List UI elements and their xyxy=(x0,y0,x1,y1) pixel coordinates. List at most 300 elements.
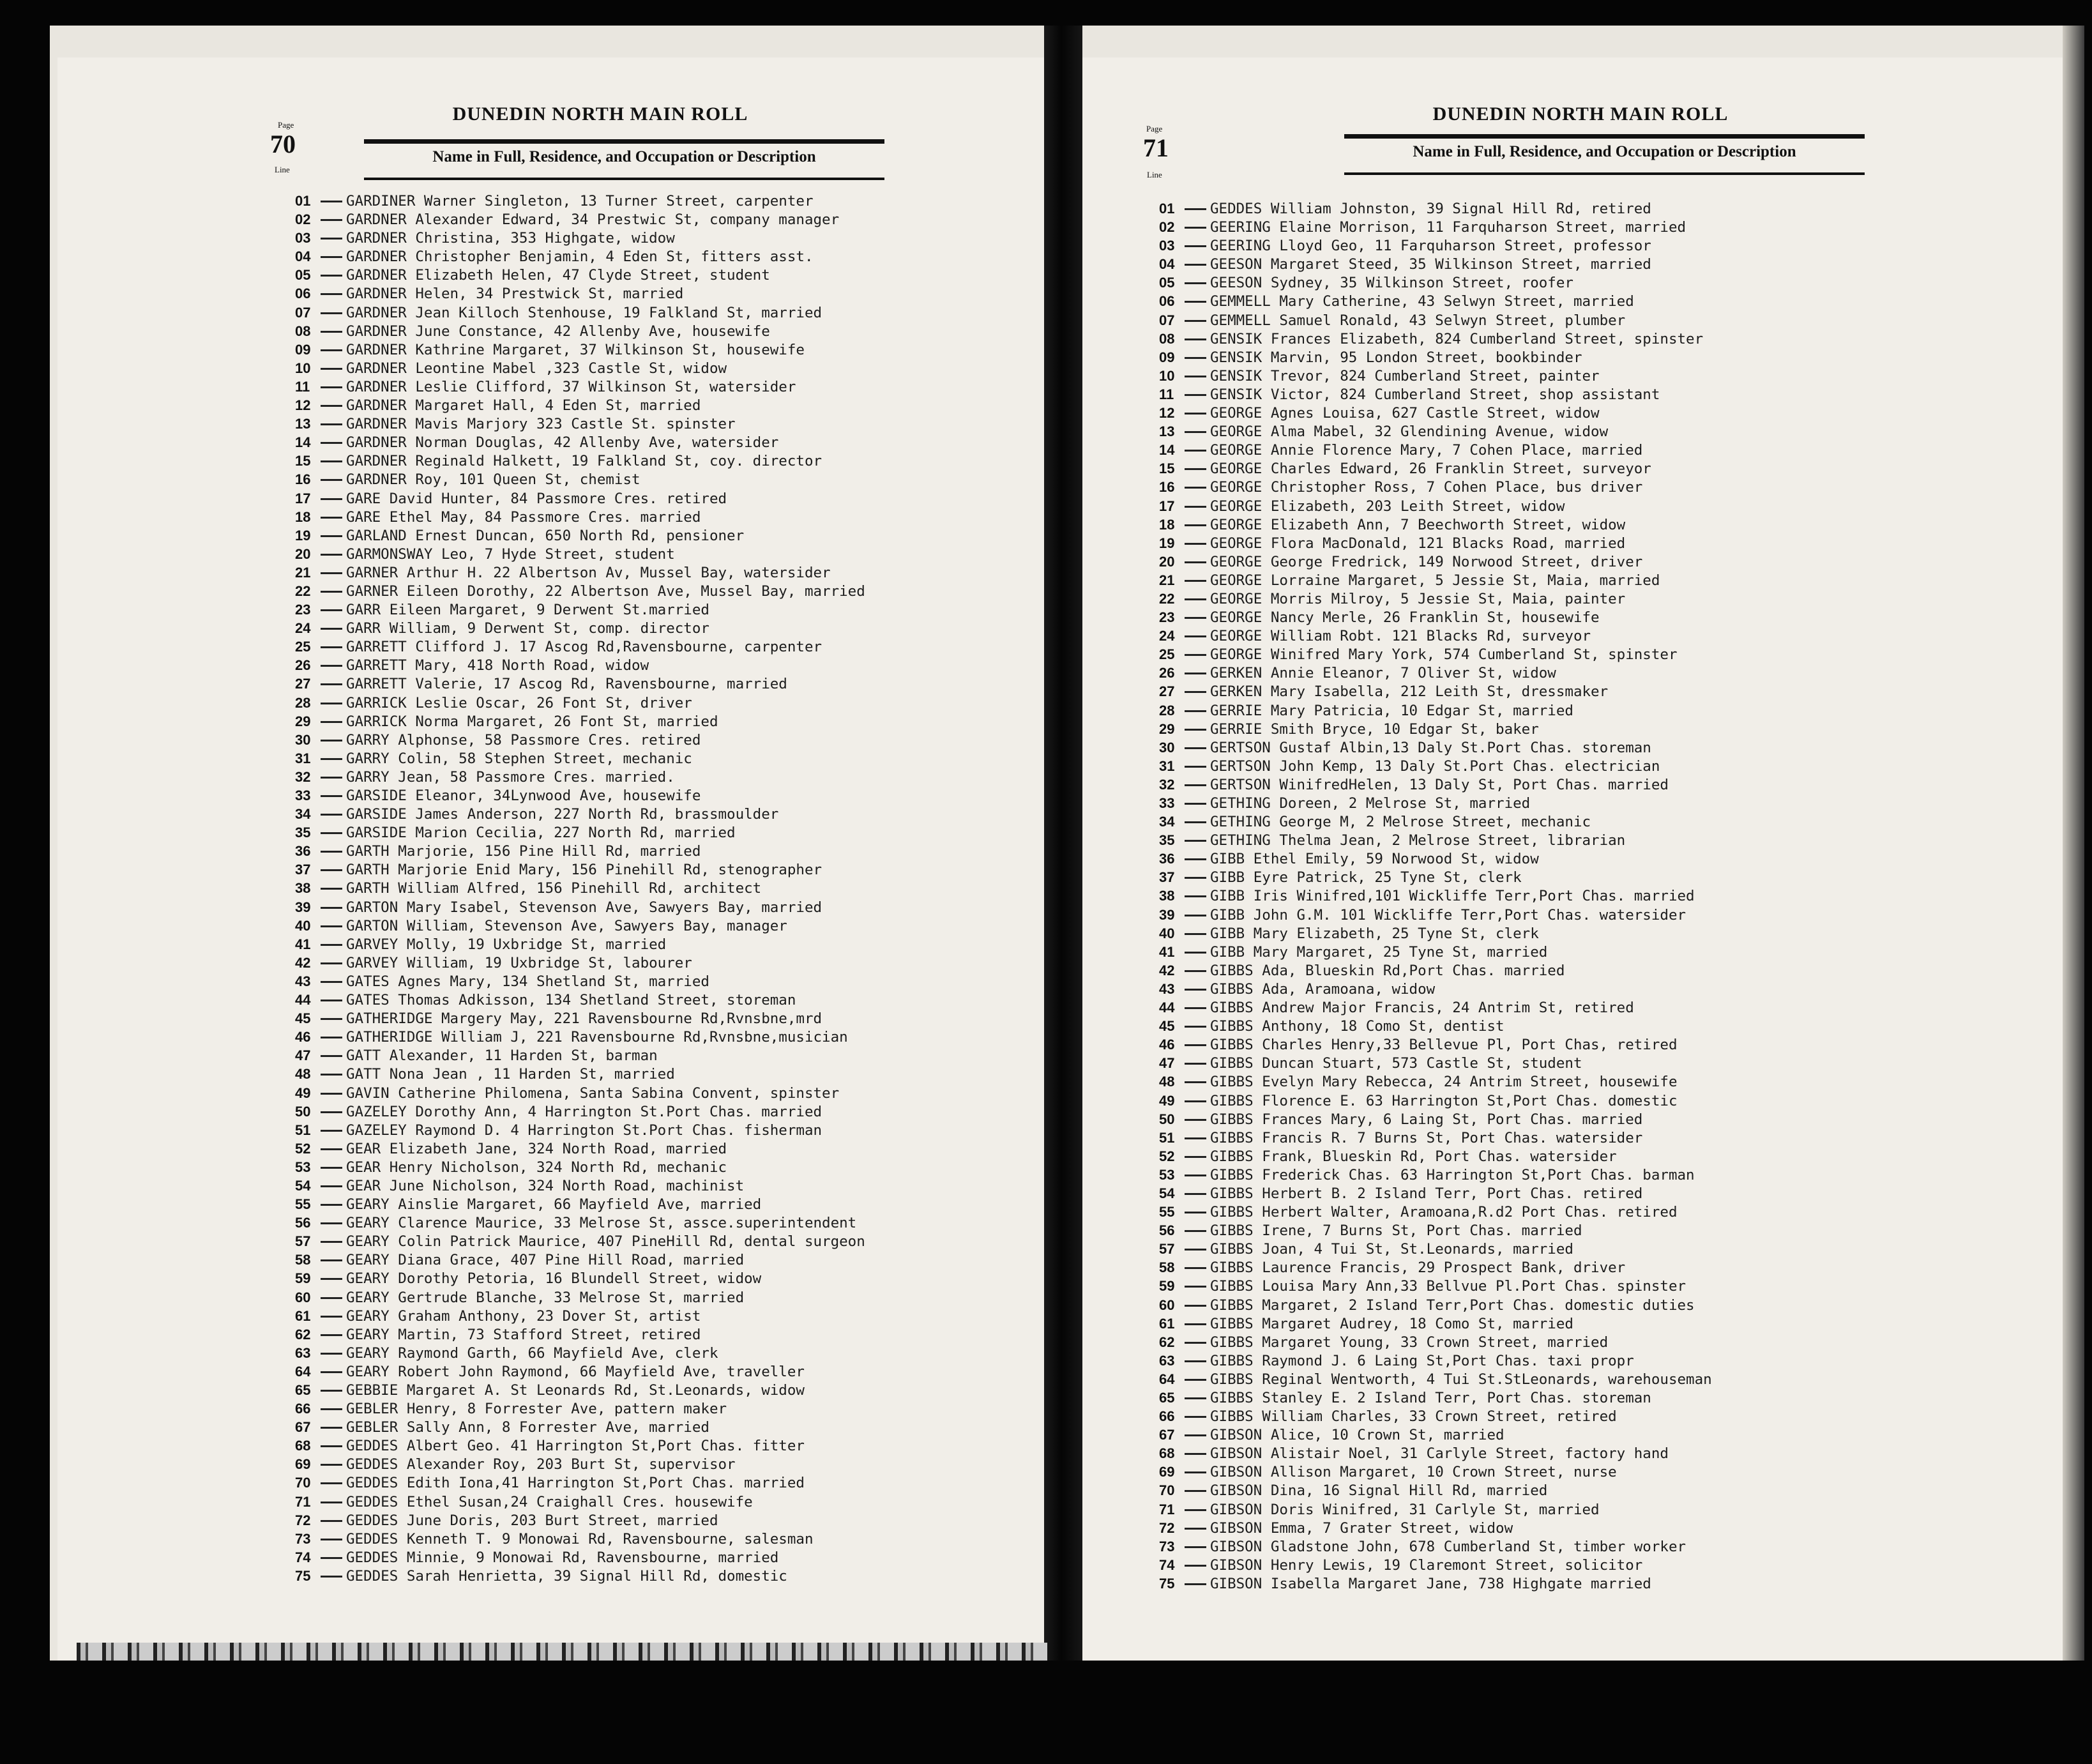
line-number: 28 xyxy=(295,694,311,711)
entry-text: GIBBS Herbert Walter, Aramoana,R.d2 Port Chas. retired xyxy=(1210,1204,1678,1221)
entry-text: GEDDES Minnie, 9 Monowai Rd, Ravensbourne, married xyxy=(346,1549,779,1566)
line-number: 18 xyxy=(295,508,311,525)
roll-entry xyxy=(295,545,865,563)
line-dash xyxy=(321,1557,342,1559)
roll-entry xyxy=(1159,1407,1712,1426)
roll-entry xyxy=(295,823,865,842)
line-number: 39 xyxy=(1159,906,1175,923)
roll-entry xyxy=(1159,1426,1712,1444)
line-number: 52 xyxy=(1159,1148,1175,1164)
entry-text: GENSIK Frances Elizabeth, 824 Cumberland Street, spinster xyxy=(1210,330,1704,347)
entry-text: GARSIDE James Anderson, 227 North Rd, brassmoulder xyxy=(346,806,779,823)
entry-text: GIBBS Francis R. 7 Burns St, Port Chas. watersider xyxy=(1210,1129,1643,1146)
entry-text: GARRICK Leslie Oscar, 26 Font St, driver xyxy=(346,694,692,711)
line-dash xyxy=(1185,617,1206,619)
roll-entry xyxy=(295,637,865,656)
entry-text: GEBLER Sally Ann, 8 Forrester Ave, married xyxy=(346,1419,709,1436)
entry-text: GEORGE Agnes Louisa, 627 Castle Street, widow xyxy=(1210,405,1600,422)
line-dash xyxy=(1185,1342,1206,1344)
entry-text: GATES Agnes Mary, 134 Shetland St, married xyxy=(346,973,709,990)
entry-text: GIBBS Margaret, 2 Island Terr,Port Chas. domestic duties xyxy=(1210,1296,1695,1314)
line-number: 70 xyxy=(1159,1482,1175,1499)
line-label: Line xyxy=(275,165,290,174)
line-number: 63 xyxy=(1159,1352,1175,1369)
roll-entry xyxy=(1159,497,1712,515)
entry-text: GEESON Sydney, 35 Wilkinson Street, roofer xyxy=(1210,275,1573,292)
entry-text: GARR Eileen Margaret, 9 Derwent St.married xyxy=(346,602,709,619)
line-number: 54 xyxy=(1159,1185,1175,1201)
entry-text: GEERING Elaine Morrison, 11 Farquharson Street, married xyxy=(1210,219,1686,236)
line-number: 15 xyxy=(295,453,311,469)
entry-text: GEARY Graham Anthony, 23 Dover St, artist xyxy=(346,1307,701,1325)
entry-text: GARRETT Valerie, 17 Ascog Rd, Ravensbourne, married xyxy=(346,676,787,693)
entry-text: GEARY Dorothy Petoria, 16 Blundell Street, widow xyxy=(346,1270,762,1288)
roll-entry xyxy=(295,1493,865,1511)
line-dash xyxy=(1185,1137,1206,1139)
entry-text: GEESON Margaret Steed, 35 Wilkinson Street, married xyxy=(1210,256,1651,273)
line-dash xyxy=(321,1520,342,1522)
line-dash xyxy=(321,869,342,871)
entry-text: GEDDES Ethel Susan,24 Craighall Cres. housewife xyxy=(346,1493,753,1510)
entry-text: GIBSON Gladstone John, 678 Cumberland St, timber worker xyxy=(1210,1538,1686,1555)
line-dash xyxy=(321,683,342,685)
line-number: 27 xyxy=(1159,683,1175,700)
line-dash xyxy=(1185,227,1206,229)
roll-entry xyxy=(1159,1574,1712,1593)
line-number: 56 xyxy=(295,1215,311,1231)
entry-text: GARTON Mary Isabel, Stevenson Ave, Sawyers Bay, married xyxy=(346,899,822,916)
entry-text: GIBBS Anthony, 18 Como St, dentist xyxy=(1210,1018,1505,1035)
entry-text: GIBBS Louisa Mary Ann,33 Bellvue Pl.Port Chas. spinster xyxy=(1210,1278,1686,1295)
line-number: 22 xyxy=(1159,590,1175,607)
line-dash xyxy=(321,312,342,314)
line-number: 58 xyxy=(1159,1259,1175,1276)
line-dash xyxy=(321,423,342,425)
line-number: 36 xyxy=(1159,851,1175,867)
entry-text: GAVIN Catherine Philomena, Santa Sabina Convent, spinster xyxy=(346,1084,840,1102)
roll-entry xyxy=(1159,775,1712,794)
roll-entry xyxy=(1159,980,1712,998)
line-number: 29 xyxy=(295,713,311,729)
entry-text: GARR William, 9 Derwent St, comp. director xyxy=(346,620,709,637)
line-dash xyxy=(321,275,342,277)
entry-text: GERKEN Annie Eleanor, 7 Oliver St, widow xyxy=(1210,665,1556,682)
entry-text: GIBBS Ada, Blueskin Rd,Port Chas. married xyxy=(1210,962,1565,979)
roll-entry xyxy=(1159,330,1712,348)
roll-entry xyxy=(295,656,865,674)
line-dash xyxy=(1185,710,1206,712)
line-number: 62 xyxy=(295,1326,311,1342)
roll-entry xyxy=(295,433,865,452)
line-dash xyxy=(1185,1007,1206,1009)
line-dash xyxy=(1185,394,1206,396)
line-dash xyxy=(1185,450,1206,452)
entry-text: GAZELEY Raymond D. 4 Harrington St.Port Chas. fisherman xyxy=(346,1122,822,1139)
line-number: 24 xyxy=(1159,628,1175,644)
left-page xyxy=(57,57,1044,1661)
line-number: 45 xyxy=(1159,1018,1175,1035)
line-dash xyxy=(321,1130,342,1132)
entry-text: GIBBS Ada, Aramoana, widow xyxy=(1210,980,1436,998)
line-dash xyxy=(321,1259,342,1261)
roll-entry xyxy=(1159,664,1712,682)
line-dash xyxy=(1185,821,1206,823)
line-dash xyxy=(321,517,342,519)
line-number: 31 xyxy=(295,750,311,766)
line-dash xyxy=(1185,784,1206,786)
line-number: 54 xyxy=(295,1177,311,1194)
roll-title: DUNEDIN NORTH MAIN ROLL xyxy=(1432,103,1729,125)
roll-entry xyxy=(295,359,865,377)
roll-entry xyxy=(1159,1184,1712,1203)
roll-entry xyxy=(1159,924,1712,943)
line-dash xyxy=(1185,1156,1206,1158)
entry-text: GETHING George M, 2 Melrose Street, mechanic xyxy=(1210,814,1591,831)
line-dash xyxy=(321,1278,342,1280)
roll-entry xyxy=(1159,218,1712,236)
entry-text: GEARY Ainslie Margaret, 66 Mayfield Ave, married xyxy=(346,1196,762,1213)
line-number: 03 xyxy=(1159,238,1175,254)
roll-entry xyxy=(1159,459,1712,478)
line-number: 26 xyxy=(295,657,311,674)
line-dash xyxy=(1185,598,1206,600)
page-number: 70 xyxy=(270,130,296,158)
entry-text: GEORGE George Fredrick, 149 Norwood Street, driver xyxy=(1210,553,1643,570)
entry-text: GEORGE Alma Mabel, 32 Glendining Avenue, widow xyxy=(1210,423,1609,441)
line-dash xyxy=(321,1408,342,1410)
line-number: 45 xyxy=(295,1010,311,1027)
line-dash xyxy=(1185,1379,1206,1381)
line-number: 16 xyxy=(1159,479,1175,496)
line-number: 09 xyxy=(1159,349,1175,365)
roll-entry xyxy=(1159,906,1712,924)
entry-text: GEDDES Kenneth T. 9 Monowai Rd, Ravensbourne, salesman xyxy=(346,1530,814,1547)
right-page xyxy=(1079,57,2063,1661)
roll-entry xyxy=(295,954,865,972)
line-number: 13 xyxy=(295,416,311,432)
line-number: 37 xyxy=(1159,869,1175,886)
entry-text: GATHERIDGE William J, 221 Ravensbourne Rd,Rvnsbne,musician xyxy=(346,1029,848,1046)
line-dash xyxy=(1185,1267,1206,1269)
line-number: 21 xyxy=(295,564,311,581)
roll-entry xyxy=(1159,645,1712,664)
roll-entry xyxy=(1159,478,1712,496)
roll-entry xyxy=(1159,1017,1712,1035)
roll-entry xyxy=(1159,720,1712,738)
entry-text: GARDNER June Constance, 42 Allenby Ave, housewife xyxy=(346,323,770,340)
line-number: 35 xyxy=(295,825,311,841)
film-edge-strip xyxy=(77,1643,1047,1661)
line-dash xyxy=(1185,524,1206,526)
line-number: 61 xyxy=(295,1307,311,1324)
entry-text: GARRICK Norma Margaret, 26 Font St, married xyxy=(346,713,718,730)
line-number: 14 xyxy=(1159,442,1175,459)
line-dash xyxy=(1185,282,1206,284)
entry-text: GARNER Arthur H. 22 Albertson Av, Mussel Bay, watersider xyxy=(346,564,831,581)
line-dash xyxy=(321,1353,342,1355)
entry-text: GIBB Iris Winifred,101 Wickliffe Terr,Port Chas. married xyxy=(1210,888,1695,905)
roll-entry xyxy=(295,582,865,600)
line-dash xyxy=(321,442,342,444)
entry-text: GIBBS William Charles, 33 Crown Street, retired xyxy=(1210,1408,1617,1426)
entry-text: GARDNER Christopher Benjamin, 4 Eden St, fitters asst. xyxy=(346,248,814,266)
entry-text: GIBSON Henry Lewis, 19 Claremont Street, solicitor xyxy=(1210,1556,1643,1574)
roll-entry xyxy=(295,786,865,805)
entry-text: GEDDES William Johnston, 39 Signal Hill Rd, retired xyxy=(1210,201,1651,217)
line-dash xyxy=(321,777,342,779)
line-dash xyxy=(321,1334,342,1336)
line-dash xyxy=(1185,264,1206,266)
entry-text: GEARY Clarence Maurice, 33 Melrose St, assce.superintendent xyxy=(346,1215,857,1232)
entry-text: GIBBS Margaret Audrey, 18 Como St, married xyxy=(1210,1315,1573,1332)
line-dash xyxy=(321,405,342,407)
roll-entry-list xyxy=(295,192,865,1585)
roll-entry xyxy=(295,192,865,210)
entry-text: GERKEN Mary Isabella, 212 Leith St, dressmaker xyxy=(1210,683,1609,701)
line-number: 57 xyxy=(295,1233,311,1250)
roll-entry xyxy=(1159,794,1712,812)
line-dash xyxy=(1185,1286,1206,1288)
entry-text: GARMONSWAY Leo, 7 Hyde Street, student xyxy=(346,545,675,563)
roll-entry xyxy=(295,229,865,247)
line-number: 55 xyxy=(1159,1204,1175,1220)
entry-text: GARDNER Elizabeth Helen, 47 Clyde Street, student xyxy=(346,267,770,284)
line-number: 04 xyxy=(1159,256,1175,273)
line-dash xyxy=(321,1576,342,1578)
roll-entry xyxy=(1159,738,1712,757)
header-rule-top xyxy=(1344,134,1865,139)
roll-entry xyxy=(1159,422,1712,441)
line-dash xyxy=(321,1482,342,1484)
line-dash xyxy=(321,1371,342,1373)
entry-text: GATT Alexander, 11 Harden St, barman xyxy=(346,1047,658,1065)
line-number: 47 xyxy=(1159,1055,1175,1072)
roll-entry xyxy=(1159,1129,1712,1147)
entry-text: GIBBS Irene, 7 Burns St, Port Chas. married xyxy=(1210,1222,1582,1240)
entry-text: GEORGE Lorraine Margaret, 5 Jessie St, Maia, married xyxy=(1210,572,1660,589)
roll-entry xyxy=(295,266,865,284)
line-dash xyxy=(1185,1416,1206,1418)
line-number: 74 xyxy=(1159,1556,1175,1573)
entry-text: GARDNER Alexander Edward, 34 Prestwic St, company manager xyxy=(346,211,840,229)
line-number: 08 xyxy=(295,323,311,339)
roll-entry xyxy=(1159,831,1712,849)
roll-entry xyxy=(295,1084,865,1102)
line-dash xyxy=(1185,1230,1206,1232)
entry-text: GARDNER Christina, 353 Highgate, widow xyxy=(346,230,675,247)
roll-entry xyxy=(1159,236,1712,255)
roll-entry xyxy=(295,1511,865,1530)
roll-entry xyxy=(295,712,865,731)
entry-text: GARDNER Reginald Halkett, 19 Falkland St, coy. director xyxy=(346,453,822,470)
line-dash xyxy=(1185,1323,1206,1325)
line-number: 19 xyxy=(295,527,311,544)
roll-entry xyxy=(1159,515,1712,534)
line-number: 65 xyxy=(1159,1390,1175,1406)
line-number: 50 xyxy=(1159,1111,1175,1127)
line-label: Line xyxy=(1147,170,1162,179)
line-dash xyxy=(1185,1490,1206,1492)
line-number: 12 xyxy=(1159,405,1175,422)
line-number: 75 xyxy=(295,1567,311,1584)
line-dash xyxy=(321,795,342,797)
line-dash xyxy=(1185,1546,1206,1548)
page-label: Page xyxy=(278,120,294,130)
line-number: 64 xyxy=(1159,1371,1175,1387)
roll-entry xyxy=(295,1269,865,1288)
roll-entry xyxy=(1159,849,1712,868)
roll-entry xyxy=(295,600,865,619)
line-dash xyxy=(321,498,342,500)
entry-text: GENSIK Trevor, 824 Cumberland Street, painter xyxy=(1210,367,1600,384)
line-number: 01 xyxy=(295,193,311,209)
line-dash xyxy=(1185,431,1206,433)
line-number: 05 xyxy=(1159,275,1175,291)
roll-entry xyxy=(1159,1110,1712,1129)
line-dash xyxy=(321,1222,342,1224)
line-dash xyxy=(1185,1026,1206,1028)
roll-entry xyxy=(1159,1258,1712,1277)
roll-entry xyxy=(1159,311,1712,330)
roll-entry xyxy=(295,1436,865,1455)
roll-entry xyxy=(295,1307,865,1325)
roll-entry xyxy=(295,1121,865,1139)
roll-entry xyxy=(295,619,865,637)
line-dash xyxy=(1185,1453,1206,1455)
line-number: 60 xyxy=(295,1289,311,1305)
roll-entry xyxy=(1159,1314,1712,1333)
line-number: 25 xyxy=(295,639,311,655)
roll-entry xyxy=(1159,1537,1712,1556)
entry-text: GEARY Robert John Raymond, 66 Mayfield Ave, traveller xyxy=(346,1363,805,1380)
roll-entry xyxy=(295,768,865,786)
entry-text: GIBBS Margaret Young, 33 Crown Street, married xyxy=(1210,1334,1609,1351)
roll-entry xyxy=(1159,812,1712,831)
entry-text: GEAR June Nicholson, 324 North Road, machinist xyxy=(346,1177,745,1194)
line-dash xyxy=(1185,747,1206,749)
line-dash xyxy=(1185,1249,1206,1251)
entry-text: GARVEY Molly, 19 Uxbridge St, married xyxy=(346,936,667,953)
line-dash xyxy=(1185,1360,1206,1362)
line-number: 30 xyxy=(1159,739,1175,756)
roll-entry-list xyxy=(1159,199,1712,1593)
line-number: 42 xyxy=(295,954,311,971)
entry-text: GIBB Mary Elizabeth, 25 Tyne St, clerk xyxy=(1210,925,1539,942)
line-dash xyxy=(321,1241,342,1243)
line-number: 02 xyxy=(1159,219,1175,236)
roll-entry xyxy=(1159,943,1712,961)
line-dash xyxy=(321,535,342,537)
roll-entry xyxy=(1159,385,1712,404)
line-dash xyxy=(321,1390,342,1392)
line-dash xyxy=(1185,970,1206,972)
roll-entry xyxy=(1159,1203,1712,1221)
line-number: 06 xyxy=(295,285,311,302)
line-number: 28 xyxy=(1159,702,1175,719)
roll-entry xyxy=(1159,961,1712,980)
entry-text: GIBBS Laurence Francis, 29 Prospect Bank, driver xyxy=(1210,1259,1626,1277)
line-number: 11 xyxy=(1159,386,1174,402)
line-dash xyxy=(321,1539,342,1540)
line-number: 10 xyxy=(295,360,311,376)
line-dash xyxy=(321,981,342,983)
line-dash xyxy=(321,1502,342,1503)
entry-text: GARTH Marjorie Enid Mary, 156 Pinehill Rd, stenographer xyxy=(346,862,822,879)
line-number: 26 xyxy=(1159,665,1175,681)
line-number: 66 xyxy=(1159,1408,1175,1425)
line-dash xyxy=(1185,1509,1206,1511)
roll-entry xyxy=(295,1102,865,1121)
line-dash xyxy=(1185,1565,1206,1567)
line-number: 69 xyxy=(1159,1464,1175,1480)
line-number: 07 xyxy=(295,304,311,321)
entry-text: GARDINER Warner Singleton, 13 Turner Street, carpenter xyxy=(346,193,814,209)
line-number: 64 xyxy=(295,1363,311,1380)
line-number: 23 xyxy=(1159,609,1175,626)
line-dash xyxy=(1185,543,1206,545)
line-dash xyxy=(1185,1583,1206,1585)
roll-entry xyxy=(295,489,865,508)
entry-text: GATT Nona Jean , 11 Harden St, married xyxy=(346,1066,675,1083)
roll-entry xyxy=(1159,1054,1712,1072)
entry-text: GEORGE Charles Edward, 26 Franklin Street, surveyor xyxy=(1210,460,1651,478)
roll-entry xyxy=(295,1381,865,1399)
entry-text: GEORGE Annie Florence Mary, 7 Cohen Place, married xyxy=(1210,442,1643,459)
page-number: 71 xyxy=(1143,133,1169,162)
entry-text: GEORGE Christopher Ross, 7 Cohen Place, bus driver xyxy=(1210,479,1643,496)
line-number: 17 xyxy=(295,490,311,506)
header-rule-top xyxy=(364,139,884,144)
roll-entry xyxy=(1159,1147,1712,1166)
line-number: 58 xyxy=(295,1252,311,1268)
entry-text: GARRY Jean, 58 Passmore Cres. married. xyxy=(346,768,675,786)
entry-text: GARSIDE Eleanor, 34Lynwood Ave, housewife xyxy=(346,787,701,804)
page-edge xyxy=(2063,26,2084,1661)
entry-text: GARDNER Leontine Mabel ,323 Castle St, widow xyxy=(346,360,727,377)
entry-text: GEDDES Edith Iona,41 Harrington St,Port Chas. married xyxy=(346,1475,805,1492)
line-dash xyxy=(321,832,342,834)
entry-text: GEARY Gertrude Blanche, 33 Melrose St, married xyxy=(346,1289,745,1306)
line-number: 20 xyxy=(295,545,311,562)
line-dash xyxy=(1185,1175,1206,1176)
entry-text: GEAR Henry Nicholson, 324 North Rd, mechanic xyxy=(346,1159,727,1176)
line-number: 15 xyxy=(1159,460,1175,477)
entry-text: GARTON William, Stevenson Ave, Sawyers Bay, manager xyxy=(346,917,787,934)
line-number: 60 xyxy=(1159,1296,1175,1313)
line-dash xyxy=(1185,1193,1206,1195)
roll-entry xyxy=(295,1176,865,1195)
roll-entry xyxy=(1159,1444,1712,1463)
entry-text: GIBB Ethel Emily, 59 Norwood St, widow xyxy=(1210,851,1539,868)
roll-entry xyxy=(1159,1463,1712,1481)
line-number: 69 xyxy=(295,1456,311,1473)
line-number: 62 xyxy=(1159,1334,1175,1350)
entry-text: GETHING Thelma Jean, 2 Melrose Street, librarian xyxy=(1210,832,1626,849)
line-dash xyxy=(1185,1471,1206,1473)
line-dash xyxy=(321,907,342,909)
line-dash xyxy=(1185,933,1206,935)
roll-entry xyxy=(1159,273,1712,292)
line-number: 42 xyxy=(1159,962,1175,978)
entry-text: GARDNER Mavis Marjory 323 Castle St. spinster xyxy=(346,416,736,433)
line-number: 40 xyxy=(1159,925,1175,941)
line-dash xyxy=(1185,245,1206,247)
line-dash xyxy=(321,1000,342,1001)
entry-text: GERTSON WinifredHelen, 13 Daly St, Port Chas. married xyxy=(1210,776,1669,793)
entry-text: GEERING Lloyd Geo, 11 Farquharson Street, professor xyxy=(1210,238,1651,255)
roll-entry xyxy=(295,1418,865,1436)
roll-entry xyxy=(295,1344,865,1362)
